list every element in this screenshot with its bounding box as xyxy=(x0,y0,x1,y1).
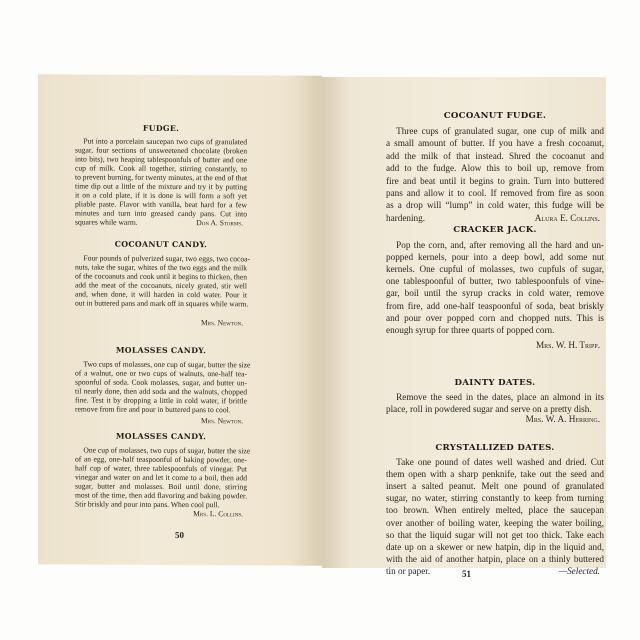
recipe-signature: Mrs. Newton. xyxy=(200,416,243,426)
recipe-text-line: Three cups of granulated sugar, one cup of milk and xyxy=(396,126,604,136)
recipe-text-line: place, roll in powdered sugar and serve on a pretty dish. xyxy=(386,404,592,414)
recipe-text-line: spoonful of soda. Cook molasses, sugar, and butter un- xyxy=(75,377,247,388)
recipe-text-line: into bits), two heaping tablespoonfuls of butter and one xyxy=(75,154,247,165)
recipe-text-line: time dip out a little of the mixture and try it by putting xyxy=(75,181,247,192)
recipe-title: COCOANUT CANDY. xyxy=(114,239,208,250)
page-number: 51 xyxy=(462,569,471,579)
recipe-title: MOLASSES CANDY. xyxy=(115,431,207,442)
recipe-text-line: sugar, four sections of unsweetened chocolate (broken xyxy=(75,145,247,156)
recipe-text-line: til nearly done, then add soda and the walnuts, chopped xyxy=(75,386,247,397)
recipe-text-line: minutes and turn into greased candy pans. Cut into xyxy=(75,208,247,219)
recipe-text-line: pans and allow it to cool. If removed from fire as soon xyxy=(386,188,604,198)
recipe-text-line: from fire, add one-half teaspoonful of soda, beat briskly xyxy=(386,300,604,311)
recipe-text-line: vinegar and water on and let it come to a boil, then add xyxy=(75,472,247,483)
recipe-text-line: add to the fudge. Alow this to boil up, remove from xyxy=(386,163,604,174)
recipe-text-line: popped kernels, pour into a deep bowl, add some nut xyxy=(386,252,604,263)
left-page xyxy=(38,74,322,565)
recipe-text-line: Put into a porcelain saucepan two cups of granulated xyxy=(83,136,247,147)
recipe-text-line: too brown. When entirely melted, place the saucepan xyxy=(386,505,604,516)
recipe-text-line: fine. Test it by dropping a little in cold water, if brittle xyxy=(75,395,247,406)
recipe-title: FUDGE. xyxy=(142,123,180,133)
recipe-text-line: fire and beat until it begins to grain. Turn into buttered xyxy=(386,175,604,186)
recipe-title: CRYSTALLIZED DATES. xyxy=(435,443,555,453)
recipe-text-line: Four pounds of pulverized sugar, two eggs, two cocoa- xyxy=(83,253,251,264)
recipe-text-line: of the cocoanuts and cook until it begins to thicken, then xyxy=(75,271,247,282)
recipe-text-line: squares while warm. xyxy=(75,217,138,227)
recipe-text-line: most of the time, then add flavoring and baking powder. xyxy=(75,490,247,501)
recipe-text-line: Remove the seed in the dates, place an almond in its xyxy=(396,392,604,402)
recipe-text-line: sugar, butter and molasses. Boil until done, stirring xyxy=(75,481,247,492)
recipe-signature: Alura E. Collins. xyxy=(534,212,600,223)
recipe-signature: —Selected. xyxy=(558,565,600,576)
recipe-text-line: Pop the corn, and, after removing all the hard and un- xyxy=(396,240,604,250)
recipe-text-line: Stir briskly and pour into pans. When cool pull. xyxy=(75,499,220,510)
recipe-text-line: so that the liquid sugar will not get too thick. Take each xyxy=(386,529,604,540)
recipe-text-line: half cup of water, three tablespoonfuls of vinegar. Put xyxy=(75,463,247,474)
recipe-text-line: Two cups of molasses, one cup of sugar, butter the size xyxy=(83,359,251,370)
recipe-signature: Mrs. W. H. Tripp. xyxy=(535,340,600,350)
recipe-text-line: and, when done, it will harden in cold water. Pour it xyxy=(75,289,247,300)
recipe-text-line: One cup of molasses, two cups of sugar, butter the size xyxy=(83,445,251,456)
recipe-block xyxy=(75,74,248,228)
recipe-text-line: as a drop will “lump” in cold water, this fudge will be xyxy=(386,200,604,211)
recipe-title: COCOANUT FUDGE. xyxy=(443,111,547,121)
recipe-title: CRACKER JACK. xyxy=(453,225,537,235)
recipe-text-line: cup of milk. Cook all together, stirring constantly, to xyxy=(75,163,247,174)
recipe-text-line: insert a salted peanut. Melt one pound of granulated xyxy=(386,481,604,492)
recipe-text-line: it on a cold plate, if it is done is will form a soft yet xyxy=(75,190,247,201)
recipe-signature: Don A. Storms. xyxy=(196,218,243,228)
recipe-text-line: a small amount of butter. If you have a fresh cocoanut, xyxy=(386,138,604,149)
recipe-text-line: of a walnut, one or two cups of walnuts, one-half tea- xyxy=(75,368,247,379)
right-page xyxy=(322,77,606,579)
recipe-text-line: date up on a skewer or new hatpin, dip in the liquid and, xyxy=(386,541,604,552)
recipe-text-line: them open with a sharp penknife, take out the seed and xyxy=(386,469,604,480)
recipe-text-line: over another of boiling water, keeping the water boiling, xyxy=(386,517,604,528)
page-number: 50 xyxy=(175,529,184,541)
recipe-text-line: remove from fire and pour in buttered pans to cool. xyxy=(75,404,231,415)
recipe-text-line: tin or paper. xyxy=(386,565,431,576)
recipe-text-line: of an egg, one-half teaspoonful of baking powder, one- xyxy=(75,454,247,465)
recipe-text-line: with the aid of another hatpin, place on a thinly buttered xyxy=(386,553,604,564)
recipe-text-line: gar, boil until the syrup cracks in cold water, remove xyxy=(386,288,604,299)
recipe-text-line: one tablespoonful of butter, two tablespoonfuls of vine- xyxy=(386,276,604,287)
recipe-text-line: to prevent burning, for twenty minutes, at the end of that xyxy=(75,172,248,183)
recipe-text-line: and pour over popped corn and chopped nuts. This is xyxy=(386,312,604,323)
recipe-text-line: enough syrup for three quarts of popped corn. xyxy=(386,324,555,335)
recipe-text-line: Take one pound of dates well washed and dried. Cut xyxy=(396,457,604,467)
recipe-title: DAINTY DATES. xyxy=(454,378,536,388)
recipe-text-line: add the milk of that instead. Shred the cocoanut and xyxy=(386,150,604,161)
recipe-text-line: out in buttered pans and mark off in squares while warm. xyxy=(75,298,249,309)
recipe-signature: Mrs. L. Collins. xyxy=(193,509,243,519)
recipe-text-line: sugar, no water, stirring constantly to keep from turning xyxy=(386,493,604,504)
recipe-text-line: hardening. xyxy=(386,212,426,223)
recipe-title: MOLASSES CANDY. xyxy=(115,345,207,356)
recipe-signature: Mrs. W. A. Herring. xyxy=(525,414,600,424)
recipe-text-line: pliable paste. Flavor with vanilla, beat hard for a few xyxy=(75,199,247,210)
recipe-text-line: add the meat of the cocoanuts, nicely grated, stir well xyxy=(75,280,247,291)
recipe-signature: Mrs. Newton. xyxy=(200,318,243,328)
recipe-text-line: kernels. One cupful of molasses, two cupfuls of sugar, xyxy=(386,264,604,275)
recipe-text-line: nuts, take the sugar, whites of the two eggs and the milk xyxy=(75,262,247,273)
